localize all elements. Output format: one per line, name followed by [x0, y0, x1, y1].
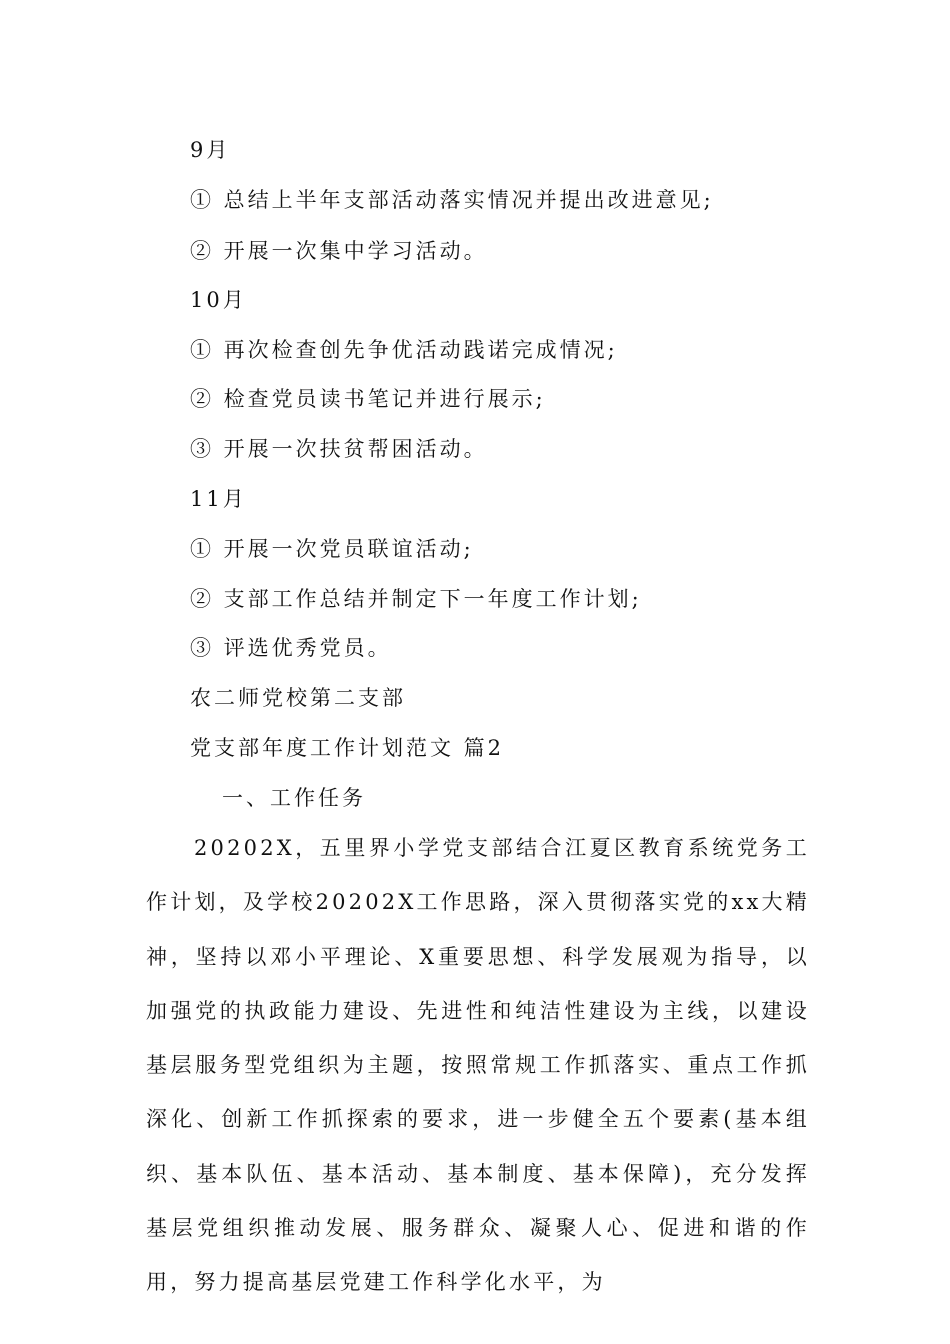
month-heading-october: 10月	[190, 288, 247, 312]
subsection-heading: 一、工作任务	[222, 786, 366, 810]
list-item: ② 支部工作总结并制定下一年度工作计划;	[190, 587, 642, 611]
list-item: ③ 开展一次扶贫帮困活动。	[190, 437, 488, 461]
list-item: ② 检查党员读书笔记并进行展示;	[190, 387, 546, 411]
list-item: ② 开展一次集中学习活动。	[190, 239, 488, 263]
body-paragraph: 20202X，五里界小学党支部结合江夏区教育系统党务工作计划，及学校20202X工作思路，深入贯彻落实党的xx大精神，坚持以邓小平理论、X重要思想、科学发展观为指导，以加强党的执政能力建设、先进性和纯洁性建设为主线，以建设基层服务型党组织为主题，按照常规工作抓落实、重点工作抓深化、创新工作抓探索的要求，进一步健全五个要素(基本组织、基本队伍、基本活动、基本制度、基本保障)，充分发挥基层党组织推动发展、服务群众、凝聚人心、促进和谐的作用，努力提高基层党建工作科学化水平，为	[146, 836, 810, 1295]
list-item: ① 再次检查创先争优活动践诺完成情况;	[190, 338, 618, 362]
month-heading-november: 11月	[190, 487, 247, 511]
section-title: 党支部年度工作计划范文 篇2	[190, 736, 505, 760]
list-item: ① 开展一次党员联谊活动;	[190, 537, 474, 561]
list-item: ① 总结上半年支部活动落实情况并提出改进意见;	[190, 188, 714, 212]
list-item: ③ 评选优秀党员。	[190, 636, 392, 660]
month-heading-september: 9月	[190, 138, 231, 162]
signature-line: 农二师党校第二支部	[190, 686, 406, 710]
